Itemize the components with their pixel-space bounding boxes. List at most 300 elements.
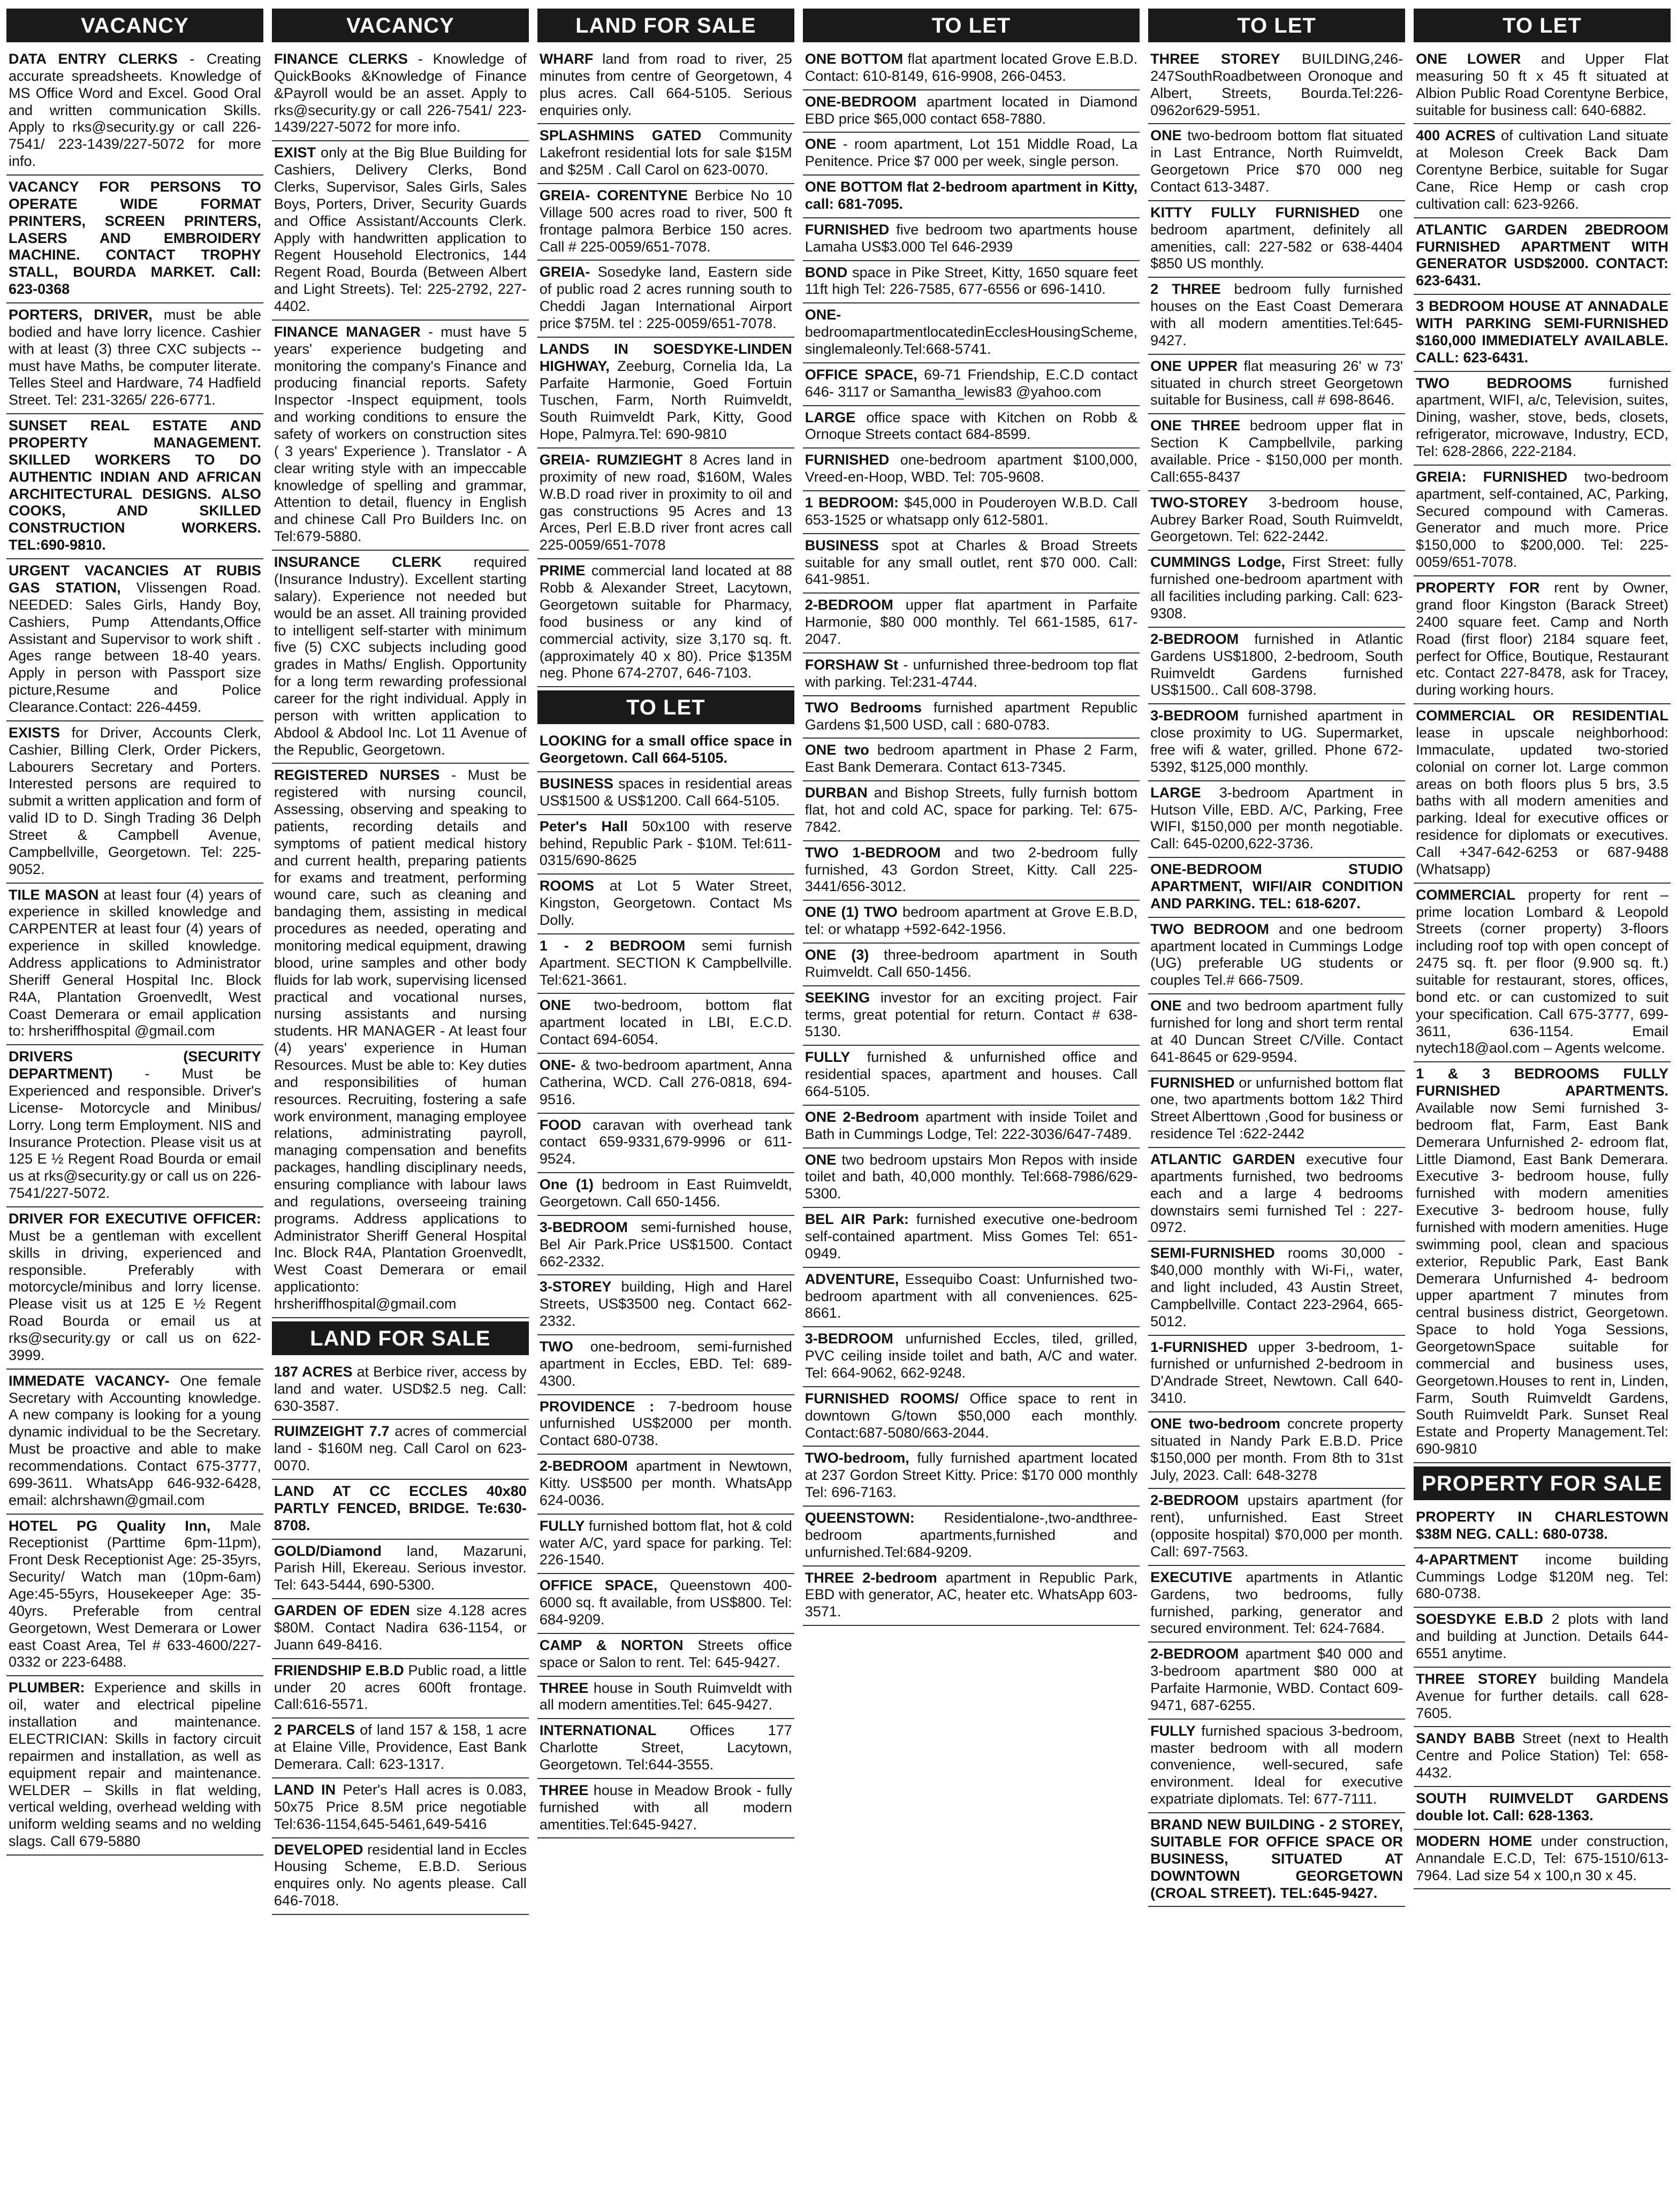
ad-lead: 4-APARTMENT — [1416, 1551, 1519, 1568]
classified-ad — [803, 1106, 1140, 1149]
ad-body: furnished spacious 3-bedroom, master bedroom with all modern convenience, well-secured, safe environment. Ideal for executive expatriate diplomats. Tel: 677-7111. — [1150, 1722, 1403, 1807]
classified-ad — [6, 414, 263, 559]
ad-body: Streets office space or Salon to rent. Tel: 645-9427. — [539, 1637, 792, 1670]
ad-lead: 2-BEDROOM — [1150, 1492, 1239, 1509]
classified-ad — [803, 696, 1140, 739]
ad-body: rooms 30,000 - $40,000 monthly with Wi-Fi,, water, and light included, 43 Austin Street, Campbellville. Contact 223-2964, 665-5012. — [1150, 1245, 1403, 1329]
ad-lead: SUNSET REAL ESTATE AND PROPERTY MANAGEMENT. SKILLED WORKERS TO DO AUTHENTIC INDIAN AND AFRICAN ARCHITECTURAL DESIGNS. ALSO COOKS, AND SKILLED CONSTRUCTION WORKERS. TEL:690-9810. — [9, 417, 261, 553]
ad-lead: PROVIDENCE : — [539, 1398, 655, 1415]
classified-ad — [537, 815, 794, 875]
ad-body: spaces in residential areas US$1500 & US$1200. Call 664-5105. — [539, 775, 792, 809]
classified-ad — [537, 1455, 794, 1515]
ad-lead: SOESDYKE E.B.D — [1416, 1611, 1543, 1628]
ad-body: Offices 177 Charlotte Street, Lacytown, Georgetown. Tel:644-3555. — [539, 1722, 792, 1773]
classified-ad — [803, 133, 1140, 176]
classified-ad — [803, 261, 1140, 304]
classified-ad — [1148, 1720, 1405, 1813]
classified-ad — [272, 321, 529, 551]
classified-ad — [1148, 414, 1405, 491]
ad-lead: ONE — [1150, 998, 1182, 1014]
ad-body: must be able bodied and have lorry licence. Cashier with at least (3) three CXC subjects -- must have Maths, be computer literate. Telles Steel and Hardware, 74 Hadfield Street. Tel: 231-3265/ 226-6771. — [9, 307, 261, 408]
ad-lead: ONE two-bedroom — [1150, 1416, 1280, 1432]
ad-lead: ONE — [805, 1151, 837, 1168]
ad-body: size 4.128 acres $80M. Contact Nadira 636-1154, or Juann 649-8416. — [274, 1602, 527, 1653]
ad-body: - must have 5 years' experience budgeting and monitoring the company's Finance and producing financial reports. Safety Inspector -Inspect equipment, tools and working conditions to ensure the safety of workers on construction sites ( 3 years' Experience ). Translator - A clear writing style with an impeccable knowledge of spelling and grammar, Attention to detail, fluency in English and chinese Call Pro Builders Inc. on Tel:679-5880. — [274, 323, 527, 545]
ad-lead: BUSINESS — [539, 775, 613, 792]
ad-body: apartments in Atlantic Gardens, two bedrooms, fully furnished, parking, generator and secured environment. Tel: 624-7684. — [1150, 1569, 1403, 1637]
classified-ad — [1414, 1668, 1671, 1728]
ad-body: Berbice No 10 Village 500 acres road to river, 500 ft frontage palmora Berbice 150 acres. Call # 225-0059/651-7078. — [539, 187, 792, 255]
ad-lead: DEVELOPED — [274, 1841, 363, 1858]
ad-lead: ONE — [805, 136, 837, 153]
ad-lead: BOND — [805, 264, 848, 280]
ad-lead: FULLY — [539, 1517, 585, 1534]
ad-lead: ONE- — [805, 307, 841, 323]
ad-body: upper flat apartment in Parfaite Harmonie, $80 000 monthly. Tel 661-1585, 617-2047. — [805, 597, 1138, 648]
ad-lead: DURBAN — [805, 785, 868, 801]
classified-ad — [537, 934, 794, 994]
ad-body: rent by Owner, grand floor Kingston (Barack Street) 2400 square feet. Camp and North Road (first floor) 2184 square feet, perfect for Office, Boutique, Restaurant etc. Contact 227-8478, ask for Tracey, during working hours. — [1416, 580, 1668, 698]
ad-body: bedroom upper flat in Section K Campbellvile, parking available. Price - $150,000 per month. Call:655-8437 — [1150, 417, 1403, 485]
classified-ad — [6, 303, 263, 414]
classified-ad — [1148, 1643, 1405, 1719]
classified-ad — [272, 1599, 529, 1659]
classified-ad — [272, 1420, 529, 1480]
ad-lead: OFFICE SPACE, — [539, 1577, 658, 1594]
classified-ad — [6, 559, 263, 721]
ad-body: two bedroom upstairs Mon Repos with inside toilet and bath, 40,000 monthly. Tel:668-7986/629-5300. — [805, 1151, 1138, 1202]
classified-ad — [537, 1634, 794, 1677]
ad-lead: TWO-STOREY — [1150, 494, 1248, 511]
classified-ad — [1414, 1548, 1671, 1608]
ad-lead: ONE UPPER — [1150, 358, 1238, 374]
ad-body: & two-bedroom apartment, Anna Catherina, WCD. Call 276-0818, 694-9516. — [539, 1056, 792, 1107]
classified-ad — [803, 1268, 1140, 1328]
classified-ad — [272, 1360, 529, 1420]
ad-body: Peter's Hall acres is 0.083, 50x75 Price 8.5M price negotiable Tel:636-1154,645-5461,649-5416 — [274, 1781, 527, 1832]
classified-ad — [1148, 1566, 1405, 1643]
ad-body: Available now Semi furnished 3-bedroom flat, Farm, East Bank Demerara Unfurnished 2- edroom flat, Little Diamond, East Bank Demerara. Executive 3- bedroom house, fully furnished with modern amenities Executive 3- bedroom house, fully furnished with modern amenities. Huge swimming pool, clean and spacious exterior, Republic Park, East Bank Demerara Unfurnished 4- bedroom upper apartment 7 minutes from central business district, Georgetown. Space to hold Yoga Sessions, GeorgetownSpace suitable for commercial and business uses, Georgetown.Houses to rent in, Linden, Farm, South Ruimveldt Gardens, South Ruimveldt Park. Sunset Real Estate and Property Management.Tel: 690-9810 — [1416, 1099, 1668, 1457]
ad-body: apartment located in Diamond EBD price $65,000 contact 658-7880. — [805, 93, 1138, 127]
ad-lead: 3 BEDROOM HOUSE AT ANNADALE WITH PARKING SEMI-FURNISHED $160,000 IMMEDIATELY AVAILABLE. CALL: 623-6431. — [1416, 298, 1668, 366]
ad-body: one-bedroom, semi-furnished apartment in Eccles, EBD. Tel: 689-4300. — [539, 1339, 792, 1389]
ad-lead: DRIVERS (SECURITY DEPARTMENT) — [9, 1048, 261, 1082]
ad-body: five bedroom two apartments house Lamaha US$3.000 Tel 646-2939 — [805, 221, 1138, 255]
ad-lead: LARGE — [1150, 784, 1201, 801]
ad-body: Queenstown 400-6000 sq. ft available, from US$800. Tel: 684-9209. — [539, 1577, 792, 1628]
ad-lead: ONE-BEDROOM — [805, 93, 917, 110]
ad-body: Office space to rent in downtown G/town $50,000 each monthly. Contact:687-5080/663-2044. — [805, 1390, 1138, 1441]
ad-lead: GREIA- CORENTYNE — [539, 187, 688, 204]
ad-lead: ONE — [1150, 127, 1182, 144]
classified-ad — [1148, 628, 1405, 704]
classified-ad — [537, 1114, 794, 1174]
ad-body: under construction, Annandale E.C.D, Tel: 675-1510/613-7964. Lad size 54 x 100,n 30 x 45. — [1416, 1833, 1668, 1883]
classified-ad — [272, 1719, 529, 1778]
classified-ad — [1148, 704, 1405, 781]
column-4 — [802, 5, 1141, 2207]
ad-lead: THREE STOREY — [1416, 1670, 1537, 1687]
ad-body: furnished executive one-bedroom self-contained apartment. Miss Gomes Tel: 651-0949. — [805, 1211, 1138, 1261]
classified-ad — [537, 184, 794, 261]
ad-body: two-bedroom bottom flat situated in Last Entrance, North Ruimveldt, Georgetown Price $70 000 neg Contact 613-3487. — [1150, 127, 1403, 195]
classified-ad — [803, 449, 1140, 491]
ad-lead: FINANCE MANAGER — [274, 323, 421, 340]
classified-ad — [1148, 1071, 1405, 1148]
classified-ad — [803, 986, 1140, 1046]
classified-ad — [6, 1045, 263, 1207]
ad-lead: BEL AIR Park: — [805, 1211, 909, 1228]
ad-body: Zeeburg, Cornelia Ida, La Parfaite Harmonie, Goed Fortuin Tuschen, Farm, North Ruimveldt, South Ruimveldt Park, Kitty, Good Hope, Palmyra.Tel: 690-9810 — [539, 358, 792, 443]
ad-body: building, High and Harel Streets, US$3500 neg. Contact 662-2332. — [539, 1279, 792, 1329]
ad-body: furnished & unfurnished office and residential spaces, apartment and houses. Call 664-5105. — [805, 1049, 1138, 1099]
ad-body: flat apartment located Grove E.B.D. Contact: 610-8149, 616-9908, 266-0453. — [805, 51, 1138, 84]
classified-ad — [1148, 918, 1405, 994]
ad-lead: FURNISHED — [805, 452, 890, 468]
classified-ad — [537, 1395, 794, 1455]
ad-body: furnished in Atlantic Gardens US$1800, 2-bedroom, South Ruimveldt Gardens furnished US$1500.. Call 608-3798. — [1150, 630, 1403, 698]
ad-body: for Driver, Accounts Clerk, Cashier, Billing Clerk, Order Pickers, Labourers Secretary and Porters. Interested persons are required to submit a written application and form of valid ID to D. Singh Trading 36 Delph Street & Campbell Avenue, Campbellville, Georgetown. Tel: 225-9052. — [9, 724, 261, 877]
classified-ad — [1148, 491, 1405, 551]
ad-lead: ONE (3) — [805, 946, 869, 963]
ad-body: 50x100 with reserve behind, Republic Park - $10M. Tel:611-0315/690-8625 — [539, 818, 792, 869]
ad-lead: URGENT VACANCIES AT RUBIS GAS STATION, — [9, 562, 261, 596]
classified-ad — [1148, 551, 1405, 627]
classified-ad — [537, 1054, 794, 1114]
ad-lead: FULLY — [1150, 1722, 1196, 1739]
ad-body: upper 3-bedroom, 1-furnished or unfurnished 2-bedroom in D'Andrade Street, Newtown. Call 640-3410. — [1150, 1339, 1403, 1407]
classified-ad — [1148, 278, 1405, 354]
ad-body: Male Receptionist (Parttime 6pm-11pm), Front Desk Receptionist Age: 25-35yrs, Security/ Watch man (10pm-6am) Age:45-55yrs, Housekeeper Age: 35-40yrs. Preferable from central Georgetown, West Demerara or Lower east Coast Area, Tel # 633-4600/227-0332 or 223-6488. — [9, 1517, 261, 1670]
classified-ad — [6, 48, 263, 176]
classified-ad — [537, 559, 794, 687]
ad-body: one bedroom apartment, definitely all amenities, call: 227-582 or 638-4404 $850 US monthly. — [1150, 204, 1403, 272]
classified-ad — [803, 534, 1140, 594]
column-6 — [1413, 5, 1672, 2207]
ad-body: two-bedroom, bottom flat apartment located in LBI, E.C.D. Contact 694-6054. — [539, 997, 792, 1048]
ad-lead: 3-STOREY — [539, 1279, 612, 1295]
classified-ad — [537, 338, 794, 449]
classified-ad — [272, 1778, 529, 1838]
ad-lead: ATLANTIC GARDEN — [1150, 1151, 1295, 1167]
ad-body: bedroom apartment at Grove E.B.D, tel: or whatapp +592-642-1956. — [805, 904, 1138, 938]
ad-lead: SOUTH RUIMVELDT GARDENS double lot. Call: 628-1363. — [1416, 1790, 1668, 1823]
classified-ad — [803, 176, 1140, 218]
ad-lead: One (1) — [539, 1176, 594, 1193]
classified-ad — [1414, 1830, 1671, 1890]
classified-ad — [1414, 1506, 1671, 1548]
ad-lead: FORSHAW St — [805, 656, 899, 673]
ad-body: required (Insurance Industry). Excellent starting salary). Experience not needed but would be an asset. All training provided to intelligent self-starter with minimum five (5) CXC subjects including good grades in Maths/ English. Opportunity for a long term rewarding professional career for the right individual. Apply in person with written application to Abdool & Abdool Inc. Lot 11 Avenue of the Republic, Georgetown. — [274, 554, 527, 758]
classified-ad — [537, 1275, 794, 1335]
classified-ad — [803, 1208, 1140, 1268]
ad-body: furnished apartment in close proximity to UG. Supermarket, free wifi & water, grilled. Phone 672-5392, $125,000 monthly. — [1150, 708, 1403, 775]
ad-body: 3-bedroom Apartment in Hutson Ville, EBD. A/C, Parking, Free WIFI, $150,000 per month negotiable. Call: 645-0200,622-3736. — [1150, 784, 1403, 852]
ad-lead: 2-BEDROOM — [1150, 1646, 1239, 1662]
classified-ad — [1414, 295, 1671, 371]
ad-lead: SEMI-FURNISHED — [1150, 1245, 1275, 1261]
ad-lead: 2 PARCELS — [274, 1722, 355, 1738]
classified-ad — [537, 1335, 794, 1395]
ad-body: apartment with inside Toilet and Bath in Cummings Lodge, Tel: 222-3036/647-7489. — [805, 1108, 1138, 1142]
ad-body: space in Pike Street, Kitty, 1650 square feet 11ft high Tel: 226-7585, 677-6556 or 696-1410. — [805, 264, 1138, 298]
classified-ad — [6, 176, 263, 303]
classified-ad — [272, 48, 529, 141]
ad-lead: DATA ENTRY CLERKS — [9, 51, 178, 67]
ad-body: 3-bedroom house, Aubrey Barker Road, South Ruimveldt, Georgetown. Tel: 622-2442. — [1150, 494, 1403, 545]
section-header-to-let: TO LET — [1414, 9, 1671, 42]
classified-ad — [803, 303, 1140, 363]
ad-lead: EXISTS — [9, 724, 60, 741]
classified-ad — [537, 48, 794, 124]
ad-lead: FINANCE CLERKS — [274, 51, 408, 67]
ad-body: 8 Acres land in proximity of new road, $160M, Wales W.B.D road river in proximity to oil and gas constructions 95 Acres and 13 Arces, Perl E.B.D river front acres call 225-0059/651-7078 — [539, 452, 792, 553]
section-header-to-let: TO LET — [1148, 9, 1405, 42]
ad-lead: THREE — [539, 1782, 589, 1798]
ad-body: commercial land located at 88 Robb & Alexander Street, Lacytown, Georgetown suitable for Pharmacy, food business or any kind of commercial activity, size 3,170 sq. ft. (approximately 40 x 80). Price $135M neg. Phone 674-2707, 646-7103. — [539, 562, 792, 681]
classified-ad — [6, 1676, 263, 1856]
ad-body: Community Lakefront residential lots for sale $15M and $25M . Call Carol on 623-0070. — [539, 127, 792, 178]
classified-ad — [803, 841, 1140, 901]
ad-lead: PLUMBER: — [9, 1679, 85, 1696]
ad-body: - Must be registered with nursing council, Assessing, observing and speaking to patients, recording details and symptoms of patient medical history and current health, preparing patients for exams and treatment, performing wound care, such as cleaning and bandaging them, assisting in medical procedures as needed, operating and monitoring medical equipment, drawing blood, urine samples and other body fluids for lab work, supervising licensed practical and vocational nurses, nursing assistants and nursing students. HR MANAGER - At least four (4) years' experience in Human Resources. Must be able to: Key duties and responsibilities of human resources. Recruiting, fostering a safe work environment, managing employee relations, administrating payroll, managing compensation and benefits packages, handling disciplinary needs, ensuring compliance with labour laws and regulations, overseeing training programs. Address applications to Administrator Sheriff General Hospital Inc. Block R4A, Plantation Groenvedlt, West Coast Demerara or email applicationto: hrsheriffhospital@gmail.com — [274, 767, 527, 1312]
ad-body: of land 157 & 158, 1 acre at Elaine Ville, Providence, East Bank Demerara. Call: 623-1317. — [274, 1722, 527, 1773]
ad-body: acres of commercial land - $160M neg. Call Carol on 623-0070. — [274, 1423, 527, 1474]
ad-body: lease in upscale neighborhood: Immaculate, updated two-storied colonial on corner lot. Large common areas on both floors plus 5 brs, 3.5 baths with all modern amenities and parking. Ideal for executive offices or residence for diplomats or executives. Call +347-642-6253 or 687-9488 (Whatsapp) — [1416, 724, 1668, 877]
classified-ad — [1148, 1813, 1405, 1907]
classified-ad — [803, 1046, 1140, 1106]
classified-ad — [537, 875, 794, 934]
ad-lead: SPLASHMINS GATED — [539, 127, 702, 144]
classified-ad — [803, 739, 1140, 781]
ad-body: apartment $40 000 and 3-bedroom apartment $80 000 at Parfaite Harmonie, WBD. Contact 609-9471, 687-6255. — [1150, 1646, 1403, 1713]
ad-lead: EXECUTIVE — [1150, 1569, 1233, 1585]
classified-ad — [1414, 48, 1671, 124]
ad-body: semi-furnished house, Bel Air Park.Price US$1500. Contact 662-2332. — [539, 1219, 792, 1270]
classified-ad — [6, 884, 263, 1046]
ad-lead: MODERN HOME — [1416, 1833, 1532, 1849]
ad-lead: ONE — [539, 997, 571, 1014]
ad-lead: RUIMZEIGHT 7.7 — [274, 1423, 390, 1440]
ad-body: - unfurnished three-bedroom top flat with parking. Tel:231-4744. — [805, 656, 1138, 690]
ad-body: apartment in Republic Park, EBD with generator, AC, heater etc. WhatsApp 603-3571. — [805, 1569, 1138, 1620]
classified-ad — [6, 1370, 263, 1515]
ad-lead: VACANCY FOR PERSONS TO OPERATE WIDE FORMAT PRINTERS, SCREEN PRINTERS, LASERS AND EMBROIDERY MACHINE. CONTACT TROPHY STALL, BOURDA MARKET. Call: 623-0368 — [9, 179, 261, 298]
ad-body: One female Secretary with Accounting knowledge. A new company is looking for a young dynamic individual to be the Secretary. Must be proactive and able to make recommendations. Contact 675-3777, 699-3611. WhatsApp 646-932-6428, email: alchrshawn@gmail.com — [9, 1372, 261, 1508]
ad-body: bedroomapartmentlocatedinEcclesHousingScheme, singlemaleonly.Tel:668-5741. — [805, 324, 1138, 358]
ad-body: Essequibo Coast: Unfurnished two-bedroom apartment with all conveniences. 625-8661. — [805, 1271, 1138, 1321]
classified-ad — [803, 1567, 1140, 1626]
ad-body: two-bedroom apartment, self-contained, AC, Parking, Secured compound with Cameras. Generator and much more. Price $150,000 to $200,000. Tel: 225-0059/651-7078. — [1416, 468, 1668, 571]
ad-lead: 1 BEDROOM: — [805, 495, 899, 511]
section-header-to-let: TO LET — [537, 690, 794, 724]
ad-body: unfurnished Eccles, tiled, grilled, PVC ceiling inside toilet and bath, A/C and water. Tel: 664-9062, 662-9248. — [805, 1331, 1138, 1381]
ad-lead: ONE BOTTOM flat 2-bedroom apartment in Kitty, call: 681-7095. — [805, 179, 1138, 212]
ad-lead: COMMERCIAL OR RESIDENTIAL — [1416, 708, 1668, 724]
ad-body: BUILDING,246-247SouthRoadbetween Oronoque and Albert, Streets, Bourda.Tel:226-0962or629-5951. — [1150, 51, 1403, 118]
classified-ad — [6, 1207, 263, 1370]
ad-lead: FURNISHED ROOMS/ — [805, 1390, 959, 1407]
classified-ad — [803, 1387, 1140, 1447]
ad-body: flat measuring 26' w 73' situated in church street Georgetown suitable for Business, call # 698-8646. — [1150, 358, 1403, 408]
ad-body: 69-71 Friendship, E.C.D contact 646- 3117 or Samantha_lewis83 @yahoo.com — [805, 366, 1138, 400]
classified-ad — [803, 1447, 1140, 1507]
ad-body: concrete property situated in Nandy Park E.B.D. Price $150,000 per month. From 8th to 31st July, 2023. Call: 648-3278 — [1150, 1416, 1403, 1483]
ad-lead: ONE 2-Bedroom — [805, 1108, 919, 1125]
column-5 — [1147, 5, 1406, 2207]
ad-body: Residentialone-,two-andthree-bedroom apartments,furnished and unfurnished.Tel:684-9209. — [805, 1510, 1138, 1560]
classified-ad — [1148, 1489, 1405, 1565]
ad-body: office space with Kitchen on Robb & Ornoque Streets contact 684-8599. — [805, 409, 1138, 443]
ad-lead: ATLANTIC GARDEN 2BEDROOM FURNISHED APARTMENT WITH GENERATOR USD$2000. CONTACT: 623-6431. — [1416, 221, 1668, 289]
ad-lead: PROPERTY IN CHARLESTOWN $38M NEG. CALL: 680-0738. — [1416, 1509, 1668, 1542]
ad-lead: ONE LOWER — [1416, 51, 1521, 67]
ad-body: upstairs apartment (for rent), unfurnished. East Street (opposite hospital) $70,000 per month. Call: 697-7563. — [1150, 1492, 1403, 1560]
classified-ad — [1148, 994, 1405, 1071]
ad-lead: ONE (1) TWO — [805, 904, 898, 921]
ad-lead: FURNISHED — [805, 221, 890, 238]
classified-ad — [272, 551, 529, 764]
ad-lead: 1 & 3 BEDROOMS FULLY FURNISHED APARTMENTS. — [1416, 1066, 1668, 1099]
ad-body: investor for an exciting project. Fair terms, great potential for return. Contact # 638-5130. — [805, 989, 1138, 1040]
ad-lead: 400 ACRES — [1416, 127, 1496, 144]
classified-ad — [803, 406, 1140, 449]
ad-lead: FRIENDSHIP E.B.D — [274, 1662, 404, 1678]
classified-ad — [537, 994, 794, 1054]
classified-ad — [1148, 1242, 1405, 1335]
ad-lead: ADVENTURE, — [805, 1271, 899, 1287]
classified-ad — [537, 772, 794, 815]
classified-ad — [1414, 1608, 1671, 1668]
ad-lead: ONE THREE — [1150, 417, 1240, 434]
ad-body: Street (next to Health Centre and Police Station) Tel: 658-4432. — [1416, 1730, 1668, 1781]
ad-body: Must be a gentleman with excellent skills in driving, experienced and responsible. Preferably with motorcycle/minibus and lorry license. Please visit us at 125 E ½ Regent Road Bourda or email us at rks@security.gy or call us on 622-3999. — [9, 1227, 261, 1363]
ad-lead: FULLY — [805, 1049, 851, 1066]
ad-lead: LAND IN — [274, 1781, 336, 1798]
ad-lead: 1-FURNISHED — [1150, 1339, 1248, 1355]
classified-ad — [537, 449, 794, 559]
ad-lead: THREE 2-bedroom — [805, 1569, 937, 1586]
ad-lead: OFFICE SPACE, — [805, 366, 917, 383]
classified-ad — [803, 1149, 1140, 1208]
ad-body: furnished apartment Republic Gardens $1,500 USD, call : 680-0783. — [805, 699, 1138, 733]
classified-ad — [1414, 466, 1671, 576]
ad-body: - room apartment, Lot 151 Middle Road, La Penitence. Price $7 000 per week, single person. — [805, 136, 1138, 170]
ad-lead: REGISTERED NURSES — [274, 767, 440, 784]
ad-lead: LARGE — [805, 409, 856, 425]
ad-body: one-bedroom apartment $100,000, Vreed-en-Hoop, WBD. Tel: 705-9608. — [805, 452, 1138, 485]
ad-body: Vlissengen Road. NEEDED: Sales Girls, Handy Boy, Cashiers, Pump Attendants,Office Assistant and Supervisor to work shift . Ages range between 18-40 years. Apply in person with Passport size picture,Resume and Police Clearance.Contact: 226-4459. — [9, 579, 261, 715]
ad-body: of cultivation Land situate at Moleson Creek Back Dam Corentyne Berbice, suitable for Sugar Cane, Rice Hemp or cash crop cultivation call: 623-9266. — [1416, 127, 1668, 212]
ad-lead: THREE STOREY — [1150, 51, 1280, 67]
classified-ad — [1148, 124, 1405, 201]
ad-body: First Street: fully furnished one-bedroom apartment with all facilities including parking. Call: 623-9308. — [1150, 554, 1403, 621]
ad-lead: 1 - 2 BEDROOM — [539, 937, 686, 954]
classified-ad — [537, 261, 794, 337]
ad-lead: HOTEL PG Quality Inn, — [9, 1517, 211, 1534]
classified-ad — [1414, 218, 1671, 295]
ad-lead: TILE MASON — [9, 886, 99, 903]
ad-body: and Upper Flat measuring 50 ft x 45 ft situated at Albion Public Road Corentyne Berbice, suitable for business call: 640-6882. — [1416, 51, 1668, 118]
classified-ad — [272, 1480, 529, 1540]
classified-ad — [803, 594, 1140, 653]
ad-lead: SEEKING — [805, 989, 870, 1006]
classified-ad — [803, 90, 1140, 133]
ad-lead: LAND AT CC ECCLES 40x80 PARTLY FENCED, BRIDGE. Te:630-8708. — [274, 1483, 527, 1533]
ad-lead: EXIST — [274, 145, 316, 161]
ad-body: 2 plots with land and building at Junction. Details 644-6551 anytime. — [1416, 1611, 1668, 1662]
ad-lead: WHARF — [539, 51, 594, 67]
ad-body: semi furnish Apartment. SECTION K Campbellville. Tel:621-3661. — [539, 937, 792, 988]
classified-ad — [272, 1540, 529, 1600]
ad-body: bedroom fully furnished houses on the East Coast Demerara with all modern amentities.Tel:645-9427. — [1150, 281, 1403, 348]
ad-lead: ONE two — [805, 742, 869, 758]
ad-lead: Peter's Hall — [539, 818, 628, 834]
ad-lead: TWO BEDROOM — [1150, 921, 1269, 937]
classified-ad — [537, 1574, 794, 1634]
ad-lead: INTERNATIONAL — [539, 1722, 657, 1739]
ad-lead: 3-BEDROOM — [1150, 708, 1239, 724]
classified-ad — [803, 901, 1140, 944]
ad-lead: BUSINESS — [805, 537, 879, 553]
ad-lead: QUEENSTOWN: — [805, 1510, 915, 1526]
ad-lead: GREIA: FURNISHED — [1416, 468, 1568, 485]
ad-body: house in Meadow Brook - fully furnished with all modern amentities.Tel:645-9427. — [539, 1782, 792, 1833]
ad-body: spot at Charles & Broad Streets suitable for any small outlet, rent $70 000. Call: 641-9851. — [805, 537, 1138, 588]
classified-ad — [537, 729, 794, 772]
classified-ad — [537, 1719, 794, 1779]
section-header-land-for-sale: LAND FOR SALE — [272, 1321, 529, 1355]
section-header-property-for-sale: PROPERTY FOR SALE — [1414, 1466, 1671, 1500]
classified-ad — [537, 1173, 794, 1216]
ad-lead: GOLD/Diamond — [274, 1542, 382, 1559]
ad-lead: TWO Bedrooms — [805, 699, 922, 716]
classified-ad — [1148, 201, 1405, 278]
classified-ad — [1148, 1336, 1405, 1412]
ad-body: at Berbice river, access by land and water. USD$2.5 neg. Call: 630-3587. — [274, 1363, 527, 1414]
ad-body: residential land in Eccles Housing Scheme, E.B.D. Serious enquires only. No agents please. Call 646-7018. — [274, 1841, 527, 1909]
classified-ad — [1414, 372, 1671, 466]
classified-ad — [1148, 858, 1405, 918]
classifieds-page — [5, 5, 1672, 2207]
classified-ad — [6, 1515, 263, 1677]
ad-lead: 2-BEDROOM — [1150, 630, 1239, 647]
ad-body: or unfurnished bottom flat one, two apartments bottom 1&2 Third Street Alberttown ,Good for business or residence Tel :622-2442 — [1150, 1074, 1403, 1142]
ad-lead: IMMEDATE VACANCY- — [9, 1372, 170, 1389]
classified-ad — [1148, 355, 1405, 415]
ad-body: only at the Big Blue Building for Cashiers, Delivery Clerks, Bond Clerks, Supervisor, Sales Girls, Sales Boys, Porters, Driver, Security Guards and Office Assistant/Accounts Clerk. Apply with handwritten application to Regent Household Electronics, 144 Regent Road, Bourda (Between Albert and Light Streets). Tel: 225-2792, 227-4402. — [274, 145, 527, 315]
ad-body: three-bedroom apartment in South Ruimveldt. Call 650-1456. — [805, 946, 1138, 980]
ad-lead: PROPERTY FOR — [1416, 580, 1540, 596]
ad-lead: THREE — [539, 1679, 589, 1696]
ad-lead: ONE-BEDROOM STUDIO APARTMENT, WIFI/AIR CONDITION AND PARKING. TEL: 618-6207. — [1150, 861, 1403, 911]
classified-ad — [1414, 124, 1671, 218]
classified-ad — [6, 721, 263, 884]
ad-lead: INSURANCE CLERK — [274, 554, 442, 571]
classified-ad — [803, 48, 1140, 90]
ad-lead: TWO — [539, 1339, 573, 1355]
classified-ad — [803, 944, 1140, 986]
classified-ad — [1148, 1148, 1405, 1242]
classified-ad — [537, 1779, 794, 1839]
classified-ad — [1414, 576, 1671, 704]
ad-lead: 3-BEDROOM — [805, 1331, 893, 1347]
classified-ad — [272, 1838, 529, 1915]
ad-body: land, Mazaruni, Parish Hill, Ekereau. Serious investor. Tel: 643-5444, 690-5300. — [274, 1542, 527, 1593]
ad-lead: 3-BEDROOM — [539, 1219, 628, 1235]
classified-ad — [1148, 781, 1405, 858]
ad-lead: ONE BOTTOM — [805, 51, 904, 67]
